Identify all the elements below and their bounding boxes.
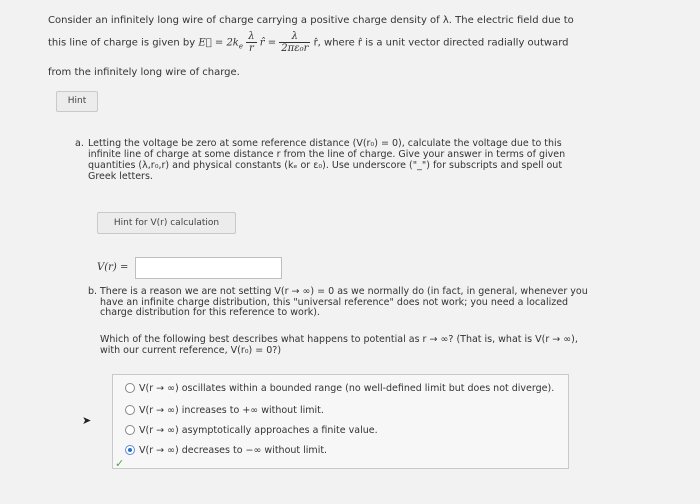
choice-label: V(r → ∞) decreases to −∞ without limit. [139,445,328,456]
mouse-cursor-icon: ➤ [82,414,92,427]
e-vector: E⃗ [198,37,212,49]
intro-line-1: Consider an infinitely long wire of charge carrying a positive charge density of λ. The electric field due to [48,15,574,26]
intro-line-2-post: r̂, where r̂ is a unit vector directed radially outward [313,37,569,49]
choice-label: V(r → ∞) increases to +∞ without limit. [139,405,324,416]
part-b-text: There is a reason we are not setting V(r → ∞) = 0 as we normally do (in fact, in general, whenever you have an infinite charge distribution, this "universal reference" does not work; you need a localized charge distribution for this reference to work). [100,286,588,318]
fraction-2-den: 2πε₀r [281,43,309,54]
subscript-e: e [238,42,244,51]
choice-label: V(r → ∞) asymptotically approaches a finite value. [139,425,378,436]
hint-button[interactable]: Hint [56,91,98,112]
hint-vr-button[interactable]: Hint for V(r) calculation [97,212,236,234]
eq-part-1: = 2k [214,37,239,49]
rhat-eq: r̂ = [259,37,277,49]
vr-answer-input[interactable] [135,257,282,279]
fraction-1-den: r [249,43,254,54]
part-a-text: Letting the voltage be zero at some reference distance (V(r₀) = 0), calculate the voltage due to this infinite line of charge at some distance r from the line of charge. Give your answer in terms of given quantities (λ,r₀,r) and physical constants (kₑ or ε₀). Use underscore ("_") for subscripts and spell out Greek letters. [88,138,566,182]
vr-answer-label: V(r) = [97,262,129,273]
fraction-2 [279,31,310,54]
intro-line-2 [48,31,569,59]
correct-check-icon: ✓ [115,457,125,470]
fraction-1-num: λ [248,31,255,42]
choice-label: V(r → ∞) oscillates within a bounded range (no well-defined limit but does not diverge). [139,383,555,394]
intro-line-2-pre: this line of charge is given by [48,37,196,49]
choice-increases[interactable] [125,404,324,418]
fraction-1 [246,31,256,54]
part-b-label: b. [88,286,98,297]
part-b-question: Which of the following best describes what happens to potential as r → ∞? (That is, what is V(r → ∞), with our current reference, V(r₀) = 0?) [100,334,578,356]
choice-asymptotic[interactable] [125,424,378,438]
intro-line-3: from the infinitely long wire of charge. [48,67,240,78]
radio-button[interactable] [125,383,135,393]
part-a-label: a. [75,138,84,149]
radio-button-selected[interactable] [125,445,135,455]
choice-oscillates[interactable] [125,382,554,396]
radio-button[interactable] [125,425,135,435]
radio-button[interactable] [125,405,135,415]
choice-decreases[interactable] [125,444,327,458]
fraction-2-num: λ [279,31,310,43]
choice-group [112,374,569,469]
